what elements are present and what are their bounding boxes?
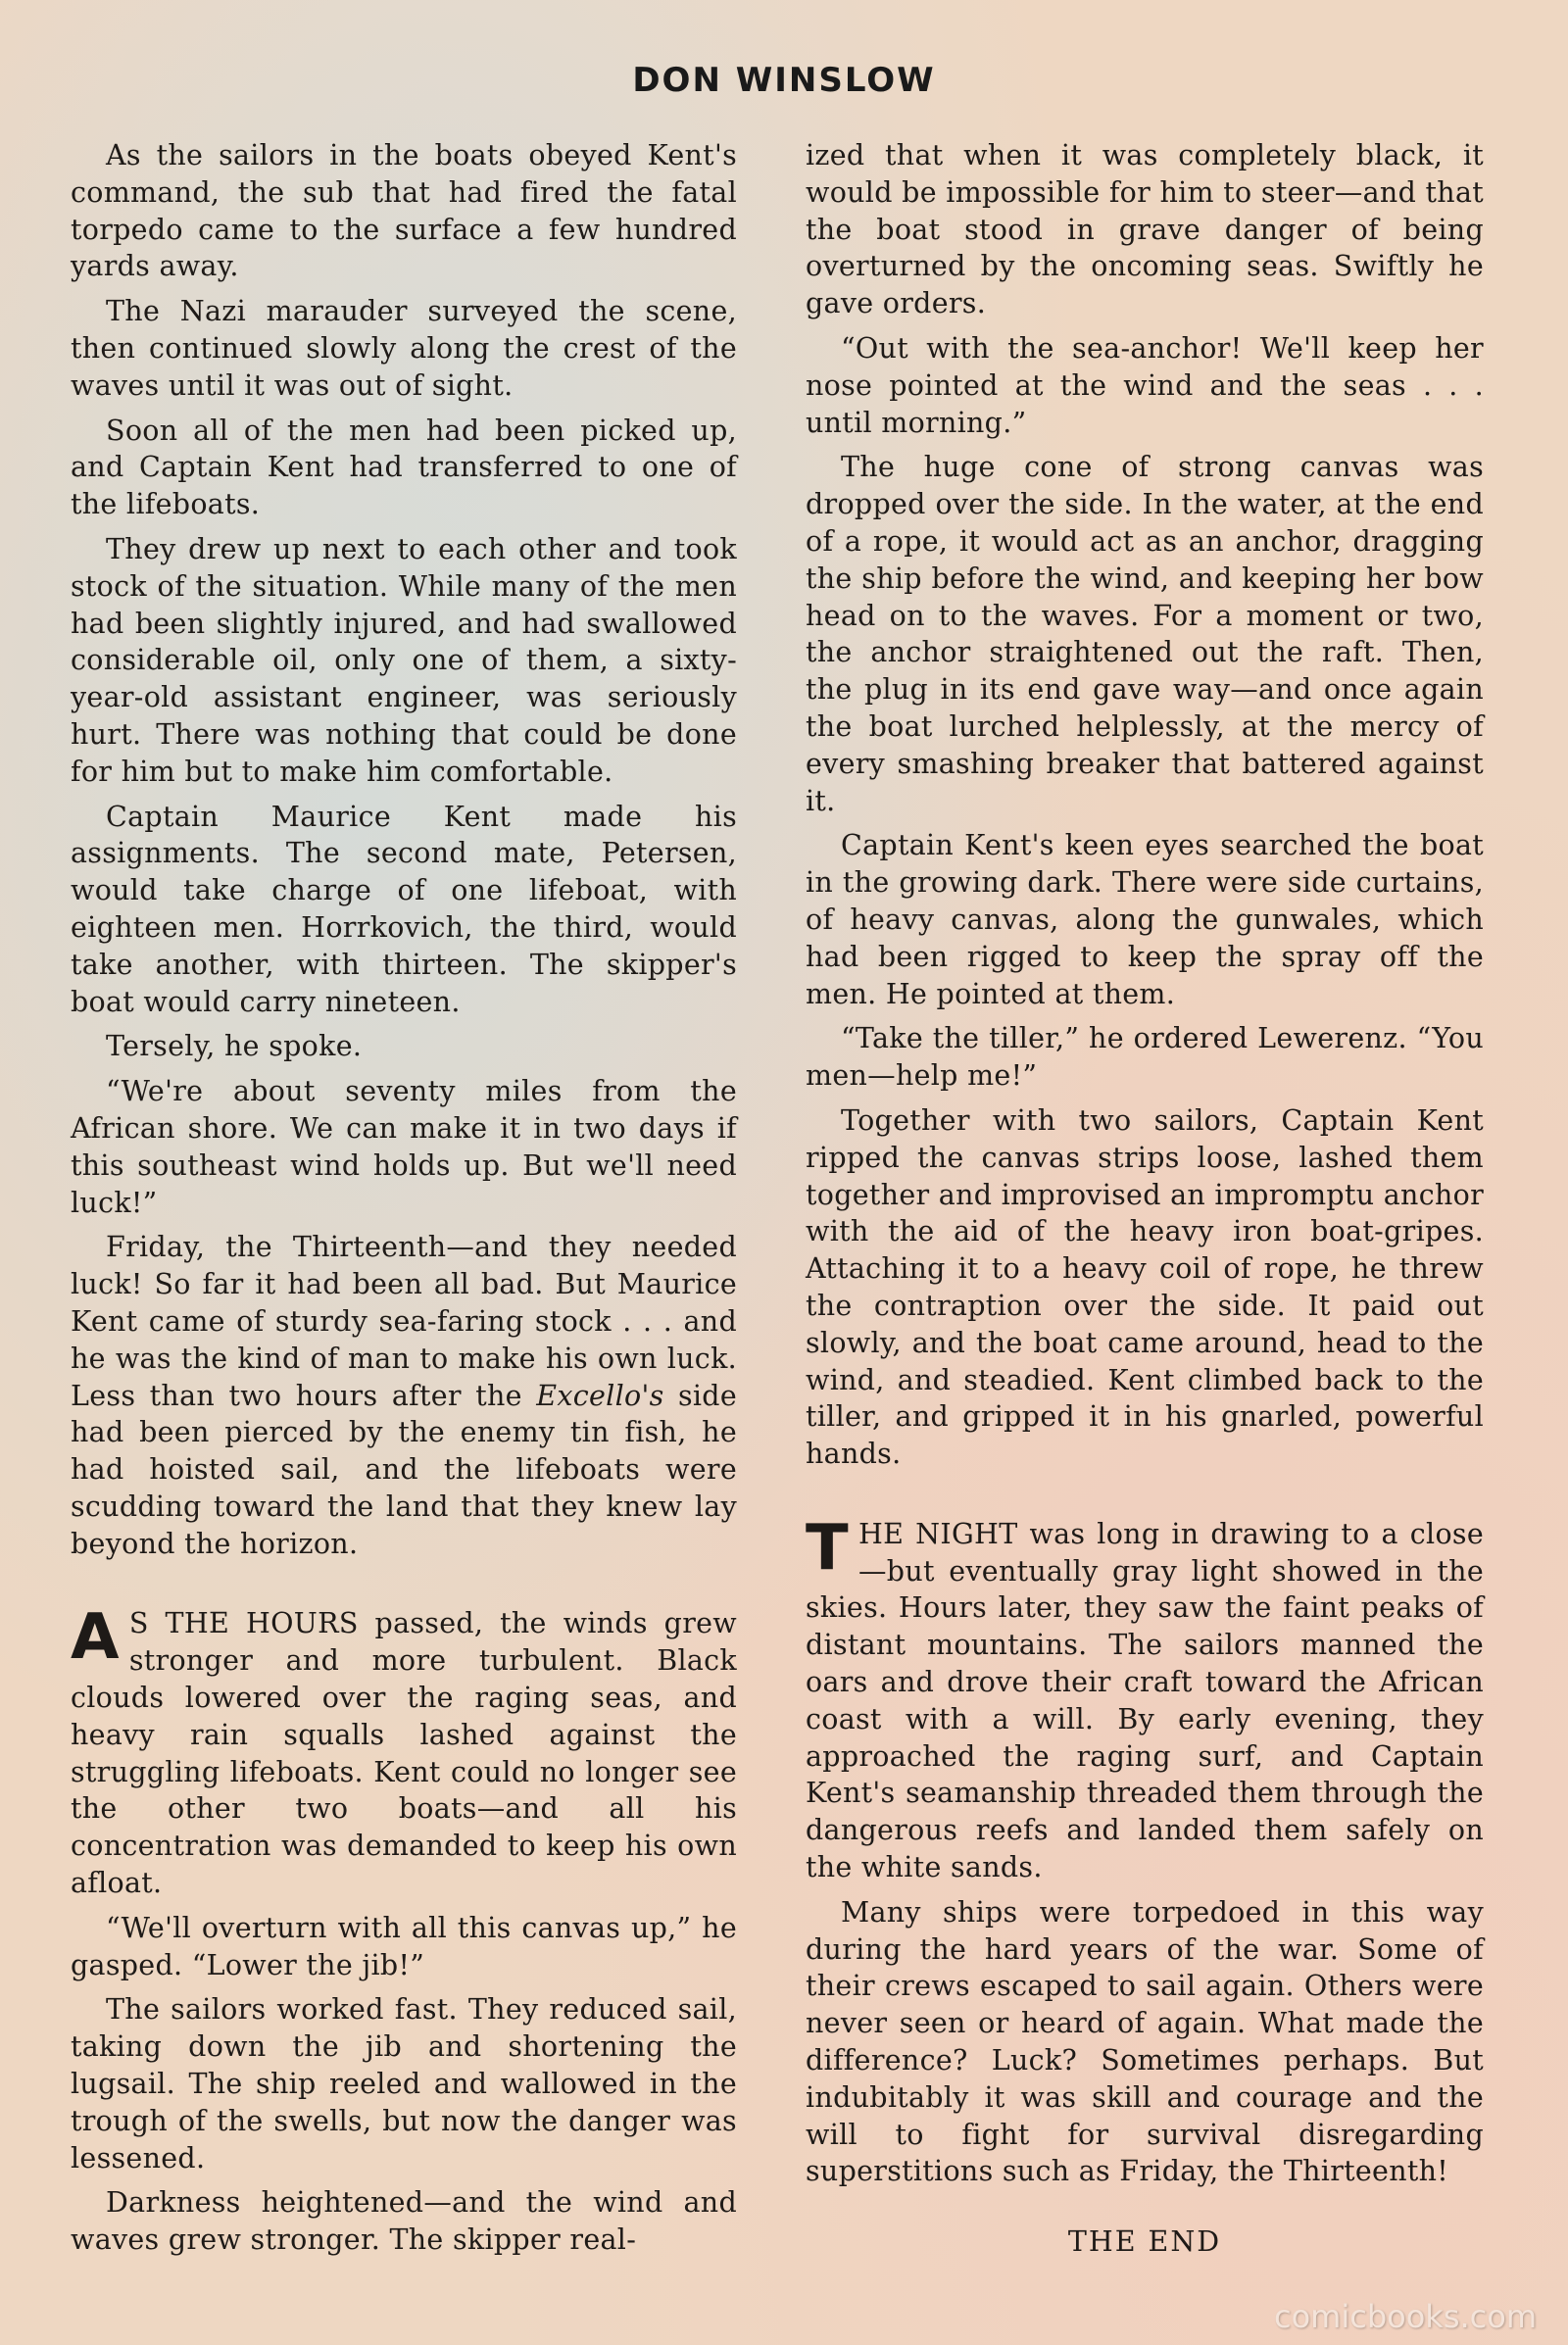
paragraph: ized that when it was completely black, it would be impossible for him to steer—and that the boat stood in grave danger of being overturned by the oncoming seas. Swiftly he gave orders.	[806, 139, 1484, 320]
paragraph: Darkness heightened—and the wind and waves grew stronger. The skipper real-	[71, 2186, 737, 2257]
paragraph: “We're about seventy miles from the African shore. We can make it in two days if this southeast wind holds up. But we'll need luck!”	[71, 1075, 737, 1219]
section-paragraph	[806, 1511, 1484, 1886]
paragraph: Soon all of the men had been picked up, and Captain Kent had transferred to one of the lifeboats.	[71, 414, 737, 521]
paragraph: The huge cone of strong canvas was dropped over the side. In the water, at the end of a rope, it would act as an anchor, dragging the ship before the wind, and keeping her bow head on to the waves. For a moment or two, the anchor straightened out the raft. Then, the plug in its end gave way—and once again the boat lurched helplessly, at the mercy of every smashing breaker that battered against it.	[806, 451, 1484, 817]
paragraph-text: S THE HOURS passed, the winds grew stronger and more turbulent. Black clouds lowered over the raging seas, and heavy rain squalls lashed against the struggling lifeboats. Kent could no longer see the other two boats—and all his concentration was demanded to keep his own afloat.	[71, 1607, 737, 1900]
paragraph: Captain Maurice Kent made his assignments. The second mate, Petersen, would take charge of one lifeboat, with eighteen men. Horrkovich, the third, would take another, with thirteen. The skipper's boat would carry nineteen.	[71, 800, 737, 1018]
paragraph-text: side had been pierced by the enemy tin fish, he had hoisted sail, and the lifeboats were scudding toward the land that they knew lay beyond the horizon.	[71, 1379, 737, 1560]
paragraph: The Nazi marauder surveyed the scene, then continued slowly along the crest of the waves until it was out of sight.	[71, 295, 737, 402]
section-paragraph	[71, 1601, 737, 1901]
ship-name: Excello's	[536, 1379, 664, 1412]
paragraph: “Out with the sea-anchor! We'll keep her nose pointed at the wind and the seas . . . until morning.”	[806, 331, 1484, 439]
paragraph-text: Friday, the Thirteenth—and they needed luck! So far it had been all bad. But Maurice Kent came of sturdy sea-faring stock . . . and he was the kind of man to make his own luck. Less than two hours after the	[71, 1231, 737, 1412]
drop-cap: A	[71, 1601, 120, 1675]
paragraph	[71, 1229, 737, 1562]
drop-cap: T	[806, 1511, 849, 1585]
story-end-label: THE END	[1067, 2225, 1222, 2259]
left-text-column	[71, 137, 737, 2267]
paragraph: “We'll overturn with all this canvas up,” he gasped. “Lower the jib!”	[71, 1911, 737, 1981]
paragraph: Tersely, he spoke.	[106, 1030, 363, 1063]
paragraph: They drew up next to each other and took stock of the situation. While many of the men had been slightly injured, and had swallowed considerable oil, only one of them, a sixty-year-old assistant engineer, was seriously hurt. There was nothing that could be done for him but to make him comfortable.	[71, 532, 737, 788]
right-text-column	[806, 137, 1484, 2269]
site-watermark: comicbooks.com	[1273, 2298, 1537, 2335]
paragraph-text: HE NIGHT was long in drawing to a close—but eventually gray light showed in the skies. Hours later, they saw the faint peaks of distant mountains. The sailors manned the oars and drove their craft toward the African coast with a will. By early evening, they approached the raging surf, and Captain Kent's seamanship threaded them through the dangerous reefs and landed them safely on the white sands.	[806, 1517, 1484, 1884]
page-header-title: DON WINSLOW	[632, 61, 936, 100]
paragraph: “Take the tiller,” he ordered Lewerenz. “You men—help me!”	[806, 1022, 1484, 1093]
paragraph: As the sailors in the boats obeyed Kent's command, the sub that had fired the fatal torpedo came to the surface a few hundred yards away.	[71, 139, 737, 283]
paragraph: Many ships were torpedoed in this way during the hard years of the war. Some of their crews escaped to sail again. Others were never seen or heard of again. What made the difference? Luck? Sometimes perhaps. But indubitably it was skill and courage and the will to fight for survival disregarding superstitions such as Friday, the Thirteenth!	[806, 1895, 1484, 2188]
paragraph: The sailors worked fast. They reduced sail, taking down the jib and shortening the lugsail. The ship reeled and wallowed in the trough of the swells, but now the danger was lessened.	[71, 1993, 737, 2174]
paragraph: Captain Kent's keen eyes searched the boat in the growing dark. There were side curtains, of heavy canvas, along the gunwales, which had been rigged to keep the spray off the men. He pointed at them.	[806, 829, 1484, 1010]
paragraph: Together with two sailors, Captain Kent ripped the canvas strips loose, lashed them together and improvised an impromptu anchor with the aid of the heavy iron boat-gripes. Attaching it to a heavy coil of rope, he threw the contraption over the side. It paid out slowly, and the boat came around, head to the wind, and steadied. Kent climbed back to the tiller, and gripped it in his gnarled, powerful hands.	[806, 1103, 1484, 1471]
